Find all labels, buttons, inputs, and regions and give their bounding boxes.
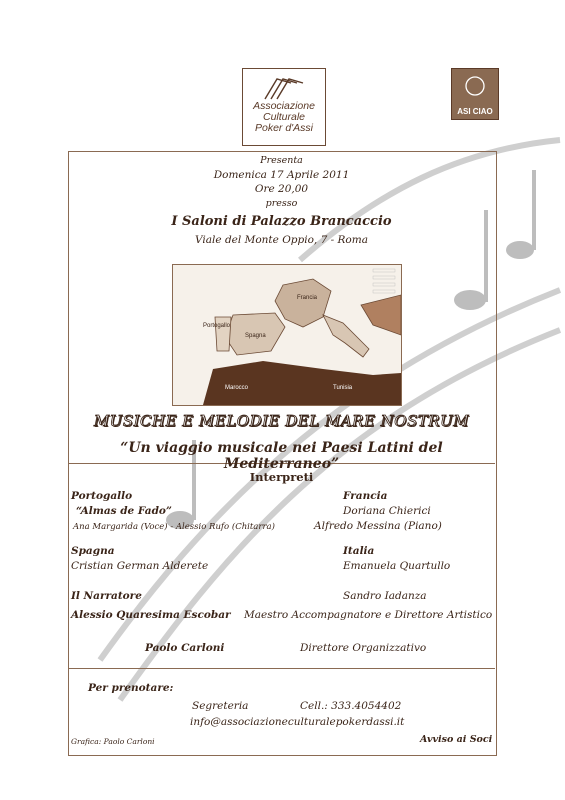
cards-icon — [261, 73, 307, 101]
narratore-name: Alessio Quaresima Escobar — [71, 609, 231, 621]
carloni-name: Paolo Carloni — [145, 642, 225, 654]
booking-segreteria: Segreteria — [192, 700, 249, 712]
venue-address: Viale del Monte Oppio, 7 - Roma — [195, 234, 368, 246]
carloni-role: Direttore Organizzativo — [300, 642, 427, 654]
interpreti-heading: Interpreti — [249, 470, 314, 484]
asi-emblem-icon — [464, 75, 486, 97]
iadanza-role: Maestro Accompagnatore e Direttore Artistico — [244, 609, 493, 621]
logo-line2: Culturale — [262, 111, 306, 123]
event-subtitle: “Un viaggio musicale nei Paesi Latini del Mediterraneo” — [120, 440, 443, 472]
event-title: MUSICHE E MELODIE DEL MARE NOSTRUM — [93, 412, 470, 430]
booking-heading: Per prenotare: — [88, 682, 174, 694]
francia-performer-2: Alfredo Messina (Piano) — [314, 520, 442, 532]
presso-text: presso — [265, 198, 298, 209]
country-italia: Italia — [343, 545, 375, 557]
divider-bottom — [68, 668, 495, 669]
mediterranean-map — [172, 264, 402, 406]
map-label-spagna: Spagna — [245, 333, 266, 339]
map-label-portogallo: Portogallo — [203, 323, 231, 329]
venue-name: I Saloni di Palazzo Brancaccio — [171, 214, 392, 229]
iadanza-name: Sandro Iadanza — [343, 590, 427, 602]
map-label-francia: Francia — [297, 295, 318, 301]
event-date: Domenica 17 Aprile 2011 — [213, 169, 350, 181]
logo-line1: Associazione — [253, 100, 315, 112]
footer-avviso: Avviso ai Soci — [420, 734, 493, 745]
association-logo — [242, 68, 326, 146]
group-almas-de-fado: “Almas de Fado” — [76, 505, 172, 517]
country-portogallo: Portogallo — [71, 490, 133, 502]
asi-label: ASI CIAO — [457, 107, 493, 116]
booking-email[interactable]: info@associazioneculturalepokerdassi.it — [190, 716, 405, 728]
narratore-label: Il Narratore — [71, 590, 142, 602]
country-spagna: Spagna — [71, 545, 115, 557]
booking-cell: Cell.: 333.4054402 — [300, 700, 402, 712]
italia-performer-1: Emanuela Quartullo — [343, 560, 451, 572]
spagna-performer-1: Cristian German Alderete — [71, 560, 209, 572]
event-time: Ore 20,00 — [254, 183, 309, 195]
asi-logo — [451, 68, 499, 120]
map-label-marocco: Marocco — [225, 385, 249, 391]
francia-performer-1: Doriana Chierici — [343, 505, 431, 517]
country-francia: Francia — [343, 490, 388, 502]
logo-line3: Poker d'Assi — [254, 122, 314, 134]
presenta-text: Presenta — [260, 155, 303, 166]
footer-grafica: Grafica: Paolo Carloni — [71, 737, 155, 746]
almas-members: Ana Margarida (Voce) - Alessio Rufo (Chitarra) — [73, 522, 275, 532]
map-label-tunisia: Tunisia — [333, 385, 353, 391]
